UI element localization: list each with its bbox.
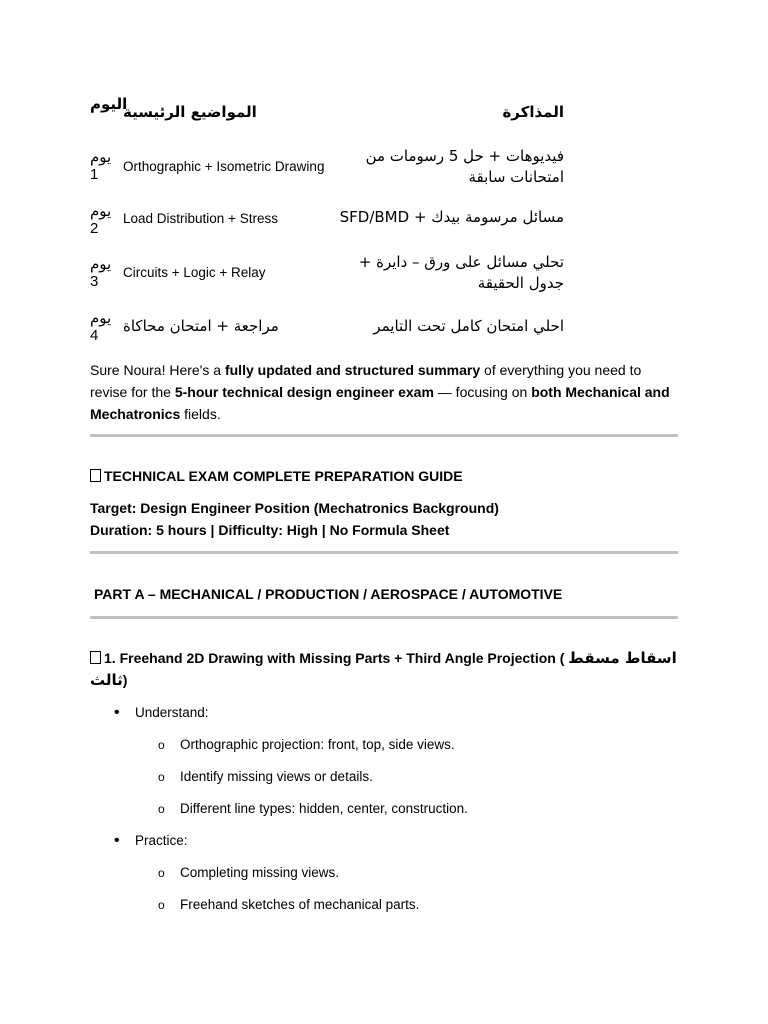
circle-bullet-icon: o [158, 802, 165, 816]
study-cell: مسائل مرسومة بيدك + SFD/BMD [339, 208, 564, 226]
header-study: المذاكرة [502, 103, 564, 121]
circle-bullet-icon: o [158, 770, 165, 784]
topics-cell: مراجعة + امتحان محاكاة [123, 317, 279, 335]
part-a-heading: PART A – MECHANICAL / PRODUCTION / AEROSPACE / AUTOMOTIVE [94, 586, 563, 602]
target-line: Target: Design Engineer Position (Mechatronics Background) [90, 500, 499, 516]
intro-paragraph: Sure Noura! Here's a fully updated and structured summary of everything you need to revise for the 5-hour technical design engineer exam — focusing on both Mechanical and Mechatronics fields. [90, 362, 670, 422]
list-item: o Completing missing views. [180, 863, 339, 883]
topics-cell: Circuits + Logic + Relay [123, 265, 266, 280]
study-cell: احلي امتحان كامل تحت التايمر [373, 317, 564, 335]
circle-bullet-icon: o [158, 738, 165, 752]
horizontal-rule [90, 434, 678, 437]
list-item: o Freehand sketches of mechanical parts. [180, 895, 419, 915]
missing-glyph-icon [90, 651, 101, 664]
circle-bullet-icon: o [158, 866, 165, 880]
day-cell: يوم 2 [90, 202, 112, 237]
topics-cell: Load Distribution + Stress [123, 211, 278, 226]
list-item: o Identify missing views or details. [180, 767, 373, 787]
horizontal-rule [90, 551, 678, 554]
horizontal-rule [90, 616, 678, 619]
table-row [90, 146, 680, 196]
list-item: • Practice: [114, 832, 188, 849]
header-topics: المواضيع الرئيسية [123, 103, 257, 121]
topics-cell: Orthographic + Isometric Drawing [123, 159, 325, 174]
missing-glyph-icon [90, 469, 101, 482]
bullet-icon: • [114, 832, 120, 849]
guide-heading: TECHNICAL EXAM COMPLETE PREPARATION GUIDE [90, 465, 463, 487]
table-row [90, 201, 680, 251]
day-cell: يوم 3 [90, 255, 112, 290]
list-item: • Understand: [114, 704, 209, 721]
table-header-row [90, 94, 680, 144]
list-item: o Different line types: hidden, center, construction. [180, 799, 468, 819]
circle-bullet-icon: o [158, 898, 165, 912]
header-day: اليوم [90, 95, 128, 113]
study-cell: فيديوهات + حل 5 رسومات من امتحانات سابقة [365, 147, 564, 186]
day-cell: يوم 4 [90, 309, 112, 344]
bullet-icon: • [114, 704, 120, 721]
table-row [90, 308, 680, 358]
table-row [90, 254, 680, 304]
section-1-heading: 1. Freehand 2D Drawing with Missing Parts + Third Angle Projection ( اسقاط مسقط ثالث) [90, 649, 677, 689]
day-cell: يوم 1 [90, 148, 112, 183]
study-schedule-table [90, 94, 680, 344]
study-cell: تحلي مسائل على ورق – دايرة + جدول الحقيقة [358, 253, 564, 292]
list-item: o Orthographic projection: front, top, side views. [180, 735, 455, 755]
duration-line: Duration: 5 hours | Difficulty: High | No Formula Sheet [90, 522, 450, 538]
exam-details [90, 497, 499, 541]
